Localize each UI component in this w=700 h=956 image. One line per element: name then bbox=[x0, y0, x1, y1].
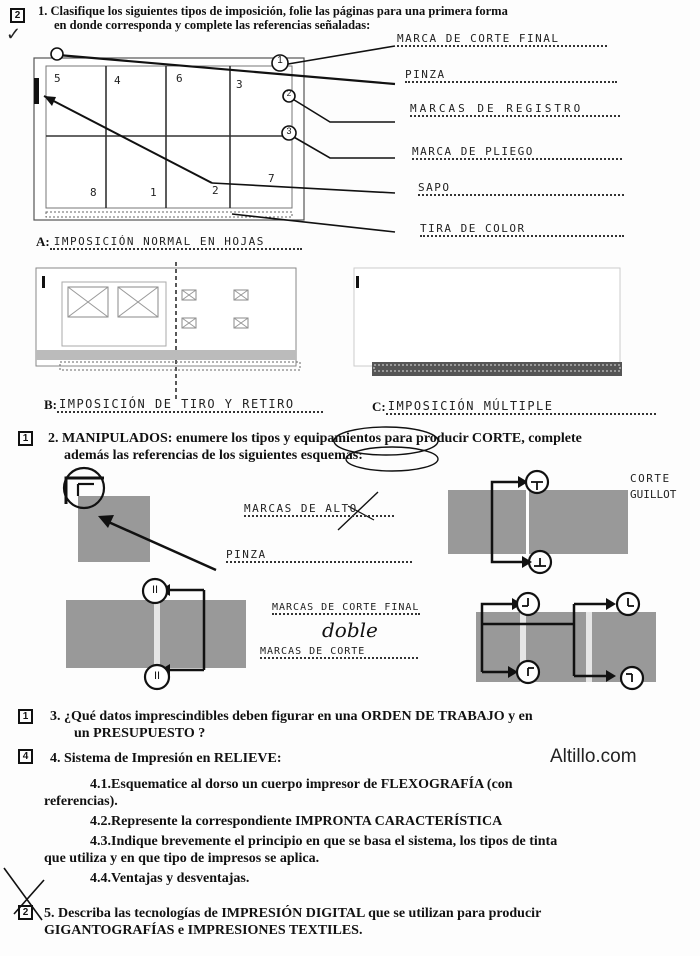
ref-answer-3: MARCAS DE REGISTRO bbox=[410, 102, 620, 117]
ref-answer-5: SAPO bbox=[418, 181, 624, 196]
q3-title-line1: 3. ¿Qué datos imprescindibles deben figurar en una ORDEN DE TRABAJO y en bbox=[50, 709, 533, 724]
q4-item-4: 4.4.Ventajas y desventajas. bbox=[90, 871, 250, 886]
page-number-1: 1 bbox=[150, 186, 159, 199]
ref-marker-3: 3 bbox=[286, 126, 292, 136]
q4-item-3a: 4.3.Indique brevemente el principio en que se basa el sistema, los tipos de tinta bbox=[90, 834, 558, 849]
imposition-a-label: A: bbox=[36, 234, 50, 249]
q2-title-line1: 2. MANIPULADOS: enumere los tipos y equipamientos para producir CORTE, complete bbox=[48, 431, 582, 446]
q5-title-line2: GIGANTOGRAFÍAS e IMPRESIONES TEXTILES. bbox=[44, 923, 363, 938]
q4-title: 4. Sistema de Impresión en RELIEVE: bbox=[50, 751, 282, 766]
watermark: Altillo.com bbox=[550, 746, 637, 767]
q4-item-1b: referencias). bbox=[44, 794, 118, 809]
q4-score: 4 bbox=[18, 749, 33, 764]
q2-score: 1 bbox=[18, 431, 33, 446]
ref-marker-2: 2 bbox=[286, 89, 292, 98]
q2-side-note-corte: CORTE bbox=[630, 472, 671, 485]
ref-answer-1: MARCA DE CORTE FINAL bbox=[397, 32, 607, 47]
q5-title bbox=[44, 905, 541, 939]
page-number-7: 7 bbox=[268, 172, 277, 185]
q2-answer-pinza: PINZA bbox=[226, 548, 412, 563]
imposition-b-label: B: bbox=[44, 397, 57, 412]
q1-check-mark: ✓ bbox=[6, 24, 22, 44]
imposition-c-label: C: bbox=[372, 399, 386, 414]
ref-answer-2: PINZA bbox=[405, 68, 617, 83]
page-number-5: 5 bbox=[54, 72, 63, 85]
q1-title-line2: en donde corresponda y complete las referencias señaladas: bbox=[54, 18, 371, 32]
q1-title-line1: 1. Clasifique los siguientes tipos de imposición, folie las páginas para una primera forma bbox=[38, 4, 508, 18]
marker-two-bottom: II bbox=[153, 670, 161, 682]
q2-answer-marcas-alto: MARCAS DE ALTO bbox=[244, 502, 394, 517]
ref-answer-4: MARCA DE PLIEGO bbox=[412, 145, 622, 160]
imposition-b-answer: IMPOSICIÓN DE TIRO Y RETIRO bbox=[57, 397, 323, 413]
q3-score: 1 bbox=[18, 709, 33, 724]
q5-score: 2 bbox=[18, 905, 33, 920]
q2-answer-marcas-corte: MARCAS DE CORTE bbox=[260, 646, 418, 659]
page-number-8: 8 bbox=[90, 186, 99, 199]
page-number-2: 2 bbox=[212, 184, 221, 197]
page-number-3: 3 bbox=[236, 78, 245, 91]
ref-marker-1: 1 bbox=[277, 55, 283, 66]
q2-answer-doble: doble bbox=[322, 618, 378, 642]
marker-two-top: II bbox=[151, 584, 159, 596]
q3-title-line2: un PRESUPUESTO ? bbox=[74, 726, 206, 741]
imposition-c-answer: IMPOSICIÓN MÚLTIPLE bbox=[386, 399, 656, 415]
q1-score: 2 bbox=[10, 8, 25, 23]
q2-answer-marcas-corte-final: MARCAS DE CORTE FINAL bbox=[272, 602, 420, 613]
q4-item-1a: 4.1.Esquematice al dorso un cuerpo impresor de FLEXOGRAFÍA (con bbox=[90, 777, 513, 792]
q4-item-3b: que utiliza y en que tipo de impresos se aplica. bbox=[44, 851, 320, 866]
page-number-4: 4 bbox=[114, 74, 123, 87]
ref-answer-6: TIRA DE COLOR bbox=[420, 222, 624, 237]
page-number-6: 6 bbox=[176, 72, 185, 85]
q5-title-line1: 5. Describa las tecnologías de IMPRESIÓN DIGITAL que se utilizan para producir bbox=[44, 906, 542, 921]
q2-side-note-guillot: GUILLOT bbox=[630, 488, 677, 501]
q4-item-2: 4.2.Represente la correspondiente IMPRONTA CARACTERÍSTICA bbox=[90, 814, 503, 829]
imposition-a-answer: IMPOSICIÓN NORMAL EN HOJAS bbox=[50, 235, 302, 250]
q2-title-line2: además las referencias de los siguientes esquemas: bbox=[64, 448, 363, 463]
